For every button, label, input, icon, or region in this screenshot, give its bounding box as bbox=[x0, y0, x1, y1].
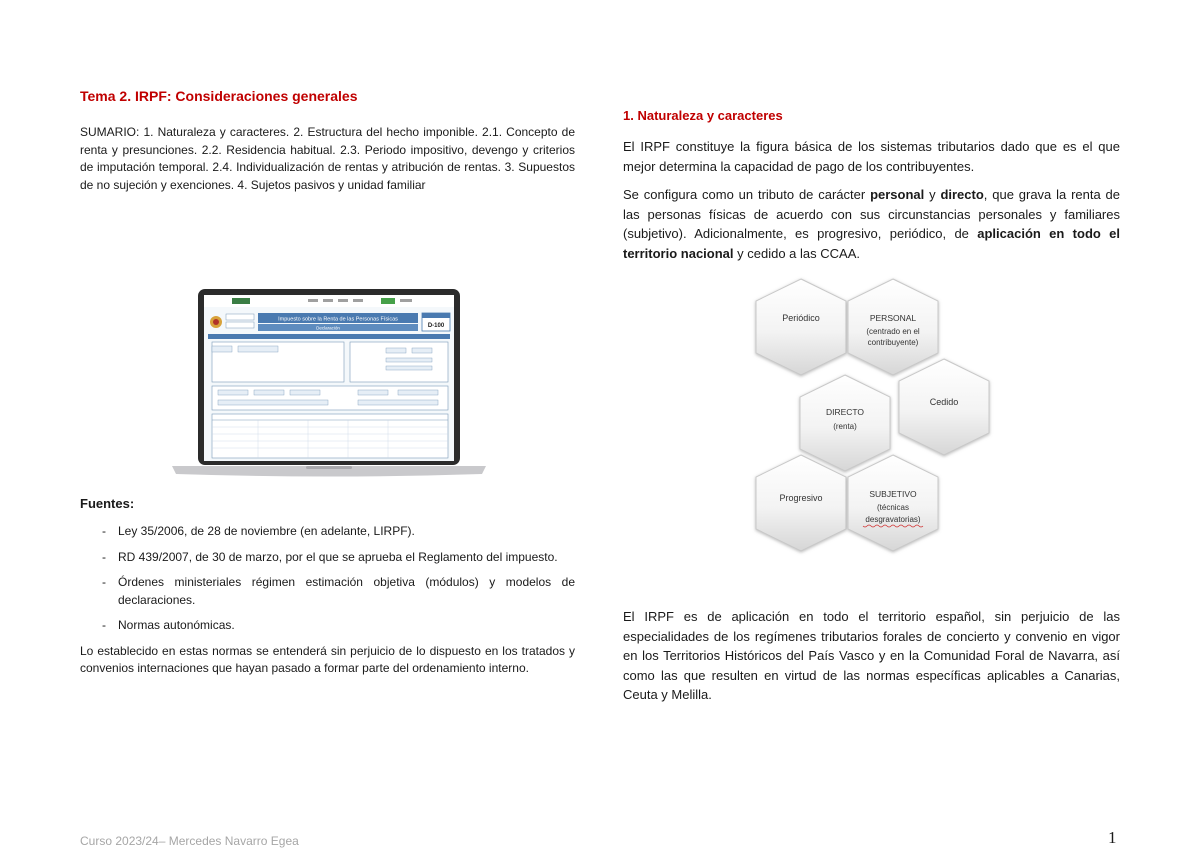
hexagon-periodico bbox=[756, 279, 846, 375]
sources-title: Fuentes: bbox=[80, 496, 135, 511]
laptop-form-title: Impuesto sobre la Renta de las Personas Físicas bbox=[278, 316, 398, 323]
source-item: - Órdenes ministeriales régimen estimación objetiva (módulos) y modelos de declaraciones. bbox=[102, 575, 575, 607]
paragraph-1: El IRPF constituye la figura básica de los sistemas tributarios dado que es el que mejor determina la capacidad de pago de los contribuyentes. bbox=[623, 139, 1120, 174]
laptop-form-model: D-100 bbox=[427, 323, 445, 329]
summary bbox=[80, 124, 575, 194]
footer-text: Curso 2023/24– Mercedes Navarro Egea bbox=[80, 834, 299, 848]
hexagon-label: (renta) bbox=[833, 422, 857, 431]
characteristics-diagram bbox=[741, 273, 1031, 571]
summary-label: SUMARIO: bbox=[80, 125, 140, 139]
source-item: - RD 439/2007, de 30 de marzo, por el que se aprueba el Reglamento del impuesto. bbox=[102, 549, 558, 564]
section-title: 1. Naturaleza y caracteres bbox=[623, 108, 783, 123]
sources-section bbox=[80, 496, 575, 678]
summary-text: 1. Naturaleza y caracteres. 2. Estructura del hecho imponible. 2.1. Concepto de renta y presunciones. 2.2. Residencia habitual. 2.3. Periodo impositivo, devengo y criterios de imputación temporal. 2.4. Individualización de rentas y atribución de rentas. 3. Supuestos de no sujeción y exenciones. 4. Sujetos pasivos y unidad familiar bbox=[80, 125, 575, 192]
hexagon-label: (centrado en el bbox=[866, 327, 920, 336]
laptop-form-subtitle: Declaración bbox=[316, 325, 340, 331]
hexagon-label: Progresivo bbox=[779, 493, 823, 503]
hexagon-label: Cedido bbox=[929, 397, 959, 407]
sources-list bbox=[80, 523, 575, 635]
hexagon-label: DIRECTO bbox=[825, 407, 865, 417]
hexagon-label: PERSONAL bbox=[869, 313, 917, 323]
page-number: 1 bbox=[1108, 828, 1117, 847]
hexagon-label: Periódico bbox=[782, 313, 820, 323]
hexagon-label: contribuyente) bbox=[867, 338, 919, 347]
right-column bbox=[623, 108, 1120, 272]
hexagon-label: desgravatorias) bbox=[865, 515, 921, 524]
hexagon-cedido bbox=[899, 359, 989, 455]
page-title: Tema 2. IRPF: Consideraciones generales bbox=[80, 88, 358, 104]
source-item: - Ley 35/2006, de 28 de noviembre (en adelante, LIRPF). bbox=[102, 524, 415, 538]
laptop-illustration bbox=[168, 286, 490, 483]
source-item: - Normas autonómicas. bbox=[102, 618, 235, 632]
paragraph-3: El IRPF es de aplicación en todo el territorio español, sin perjuicio de las especialidades de los regímenes tributarios forales de concierto y convenio en vigor en los Territorios Históricos del País Vasco y en la Comunidad Foral de Navarra, así como las que resulten en virtud de las normas específicas aplicables a Canarias, Ceuta y Melilla. bbox=[623, 609, 1120, 702]
left-column bbox=[80, 88, 575, 194]
sources-note: Lo establecido en estas normas se entenderá sin perjuicio de lo dispuesto en los tratados y convenios internaciones que hayan pasado a formar parte del ordenamiento interno. bbox=[80, 643, 575, 675]
paragraph-2: Se configura como un tributo de carácter personal y directo, que grava la renta de las personas físicas de acuerdo con sus circunstancias personales y familiares (subjetivo). Adicionalmente, es progresivo, periódico, de aplicación en todo el territorio nacional y cedido a las CCAA. bbox=[623, 187, 1121, 261]
hexagon-label: (técnicas bbox=[876, 503, 910, 512]
hexagon-label: SUBJETIVO bbox=[869, 489, 917, 499]
hexagon-progresivo bbox=[756, 455, 846, 551]
